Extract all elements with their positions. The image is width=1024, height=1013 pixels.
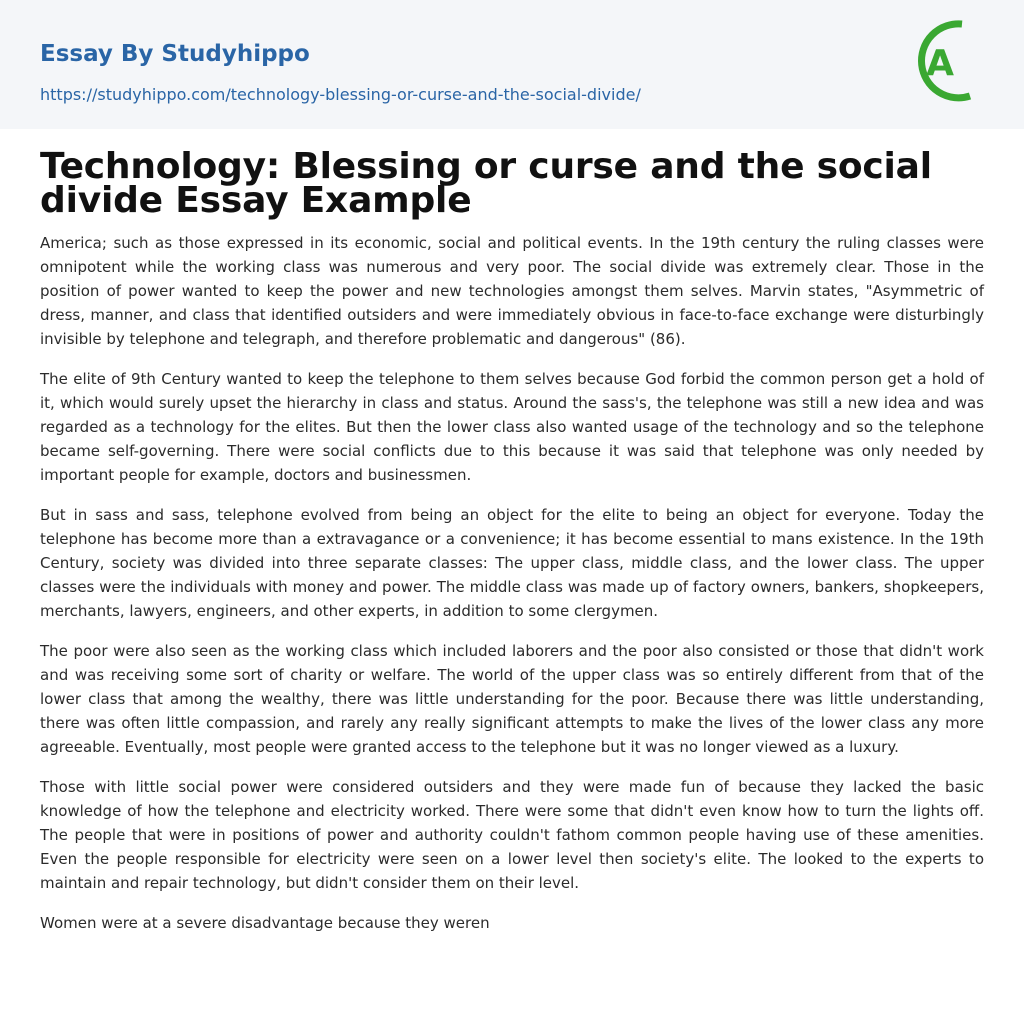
- site-header: [0, 0, 1024, 129]
- paragraph: The elite of 9th Century wanted to keep the telephone to them selves because God forbid the common person get a hold of it, which would surely upset the hierarchy in class and status. Around the sass's, the telephone was still a new idea and was regarded as a technology for the elites. But then the lower class also wanted usage of the technology and so the telephone became self-governing. There were social conflicts due to this because it was said that telephone was only needed by important people for example, doctors and businessmen.: [40, 370, 984, 484]
- paragraph: America; such as those expressed in its economic, social and political events. In the 19th century the ruling classes were omnipotent while the working class was numerous and very poor. The social divide was extremely clear. Those in the position of power wanted to keep the power and new technologies amongst them selves. Marvin states, "Asymmetric of dress, manner, and class that identified outsiders and were immediately obvious in face-to-face exchange were disturbingly invisible by telephone and telegraph, and therefore problematic and dangerous" (86).: [40, 234, 984, 348]
- paragraph: Women were at a severe disadvantage because they weren: [40, 914, 490, 932]
- paragraph: The poor were also seen as the working class which included laborers and the poor also consisted or those that didn't work and was receiving some sort of charity or welfare. The world of the upper class was so entirely different from that of the lower class that among the wealthy, there was little understanding for the poor. Because there was little understanding, there was often little compassion, and rarely any really significant attempts to make the lives of the lower class any more agreeable. Eventually, most people were granted access to the telephone but it was no longer viewed as a luxury.: [40, 642, 984, 756]
- article: [0, 146, 1024, 935]
- studyhippo-logo-icon[interactable]: [912, 18, 986, 106]
- page-title: Technology: Blessing or curse and the social divide Essay Example: [40, 146, 932, 221]
- paragraph: But in sass and sass, telephone evolved from being an object for the elite to being an object for everyone. Today the telephone has become more than a extravagance or a convenience; it has become essential to mans existence. In the 19th Century, society was divided into three separate classes: The upper class, middle class, and the lower class. The upper classes were the individuals with money and power. The middle class was made up of factory owners, bankers, shopkeepers, merchants, lawyers, engineers, and other experts, in addition to some clergymen.: [40, 506, 984, 620]
- article-url-link[interactable]: https://studyhippo.com/technology-blessing-or-curse-and-the-social-divide/: [40, 85, 641, 104]
- site-title[interactable]: Essay By Studyhippo: [40, 41, 310, 67]
- paragraph: Those with little social power were considered outsiders and they were made fun of because they lacked the basic knowledge of how the telephone and electricity worked. There were some that didn't even know how to turn the lights off. The people that were in positions of power and authority couldn't fathom common people having use of these amenities. Even the people responsible for electricity were seen on a lower level then society's elite. The looked to the experts to maintain and repair technology, but didn't consider them on their level.: [40, 778, 984, 892]
- logo-letter: A: [926, 43, 954, 84]
